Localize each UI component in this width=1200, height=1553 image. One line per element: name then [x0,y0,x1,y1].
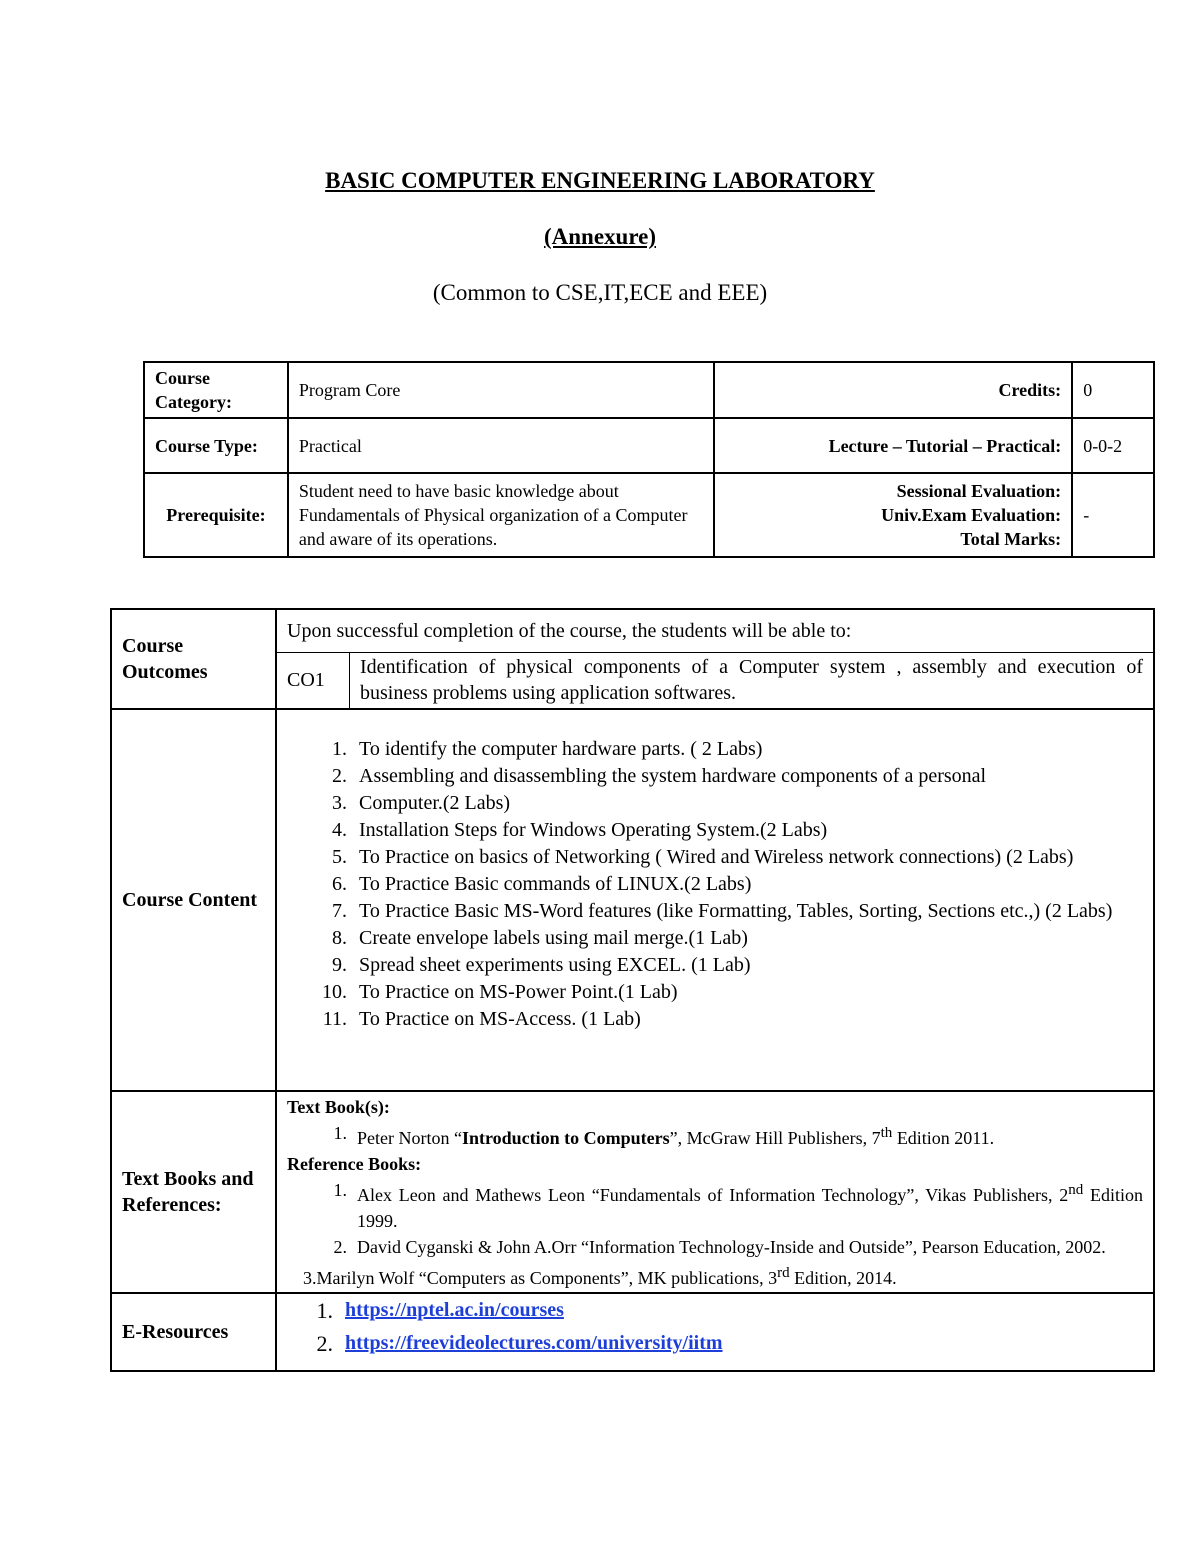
eresources-cell [276,1293,1154,1371]
content-item-number: 1. [332,738,347,760]
list-item [287,1120,1143,1151]
content-item-text: Assembling and disassembling the system hardware components of a personal [359,765,987,787]
textbook-list [287,1120,1143,1151]
course-content-cell [276,709,1154,1091]
ref1-edition: Edition 1999. [357,1185,1143,1231]
eresources-row [111,1293,1154,1371]
annexure-label: (Annexure) [543,224,656,249]
course-details-table [110,608,1155,1372]
ltp-label: Lecture – Tutorial – Practical: [714,418,1072,473]
list-item [277,925,1143,952]
course-info-table [143,361,1155,558]
content-item-number: 7. [332,900,347,922]
textbook-publisher: ”, McGraw Hill Publishers, 7 [669,1128,881,1148]
prerequisite-label: Prerequisite: [144,473,288,557]
prerequisite-value: Student need to have basic knowledge about Fundamentals of Physical organization of a Computer and aware of its operations. [288,473,715,557]
ref3-edition: Edition, 2014. [789,1268,897,1288]
ref1-num: 1. [333,1180,347,1200]
references-label: Text Books and References: [111,1091,276,1293]
course-type-label: Course Type: [144,418,288,473]
list-item [287,1177,1143,1234]
total-marks-label: Total Marks: [960,529,1062,549]
ref1-entry [357,1177,1143,1234]
eresources-list [277,1294,1143,1360]
list-item [277,1006,1143,1033]
eresource-number: 1. [316,1298,333,1323]
list-item [287,1234,1143,1260]
list-item [277,817,1143,844]
ref2-num: 2. [333,1237,347,1257]
textbook-title: Introduction to Computers [461,1128,670,1148]
content-item-number: 8. [332,927,347,949]
content-item-number: 11. [322,1008,347,1030]
content-item-text: To Practice on MS-Access. (1 Lab) [359,1008,641,1030]
list-item [277,736,1143,763]
content-item-text: Spread sheet experiments using EXCEL. (1 Lab) [359,954,751,976]
course-outcomes-label: Course Outcomes [111,609,276,709]
list-item [277,763,1143,790]
list-item [277,979,1143,1006]
list-item [277,1327,1143,1360]
references-cell [276,1091,1154,1293]
outcomes-intro: Upon successful completion of the course, the students will be able to: [277,610,1153,652]
content-item-text: Create envelope labels using mail merge.(1 Lab) [359,927,748,949]
ref1-sup: nd [1068,1182,1084,1198]
ref2-text: David Cyganski & John A.Orr “Information Technology-Inside and Outside”, Pearson Education, 2002. [357,1237,1106,1257]
eresource-link[interactable]: https://nptel.ac.in/courses [345,1299,564,1321]
list-item [277,790,1143,817]
course-category-row [144,362,1154,418]
reference-list [287,1177,1143,1260]
content-item-number: 3. [332,792,347,814]
sessional-evaluation-label: Sessional Evaluation: [896,481,1062,501]
evaluation-labels [714,473,1072,557]
textbook-heading: Text Book(s): [287,1097,390,1117]
content-item-number: 6. [332,873,347,895]
eresource-link[interactable]: https://freevideolectures.com/university/iitm [345,1332,723,1354]
content-item-number: 4. [332,819,347,841]
course-content-label: Course Content [111,709,276,1091]
list-item [277,871,1143,898]
content-item-number: 9. [332,954,347,976]
course-category-value: Program Core [288,362,715,418]
textbook-author: Peter Norton “ [357,1128,462,1148]
content-item-number: 5. [332,846,347,868]
list-item [277,952,1143,979]
ltp-value: 0-0-2 [1072,418,1154,473]
content-item-text: To Practice on MS-Power Point.(1 Lab) [359,981,678,1003]
eresource-number: 2. [316,1331,333,1356]
ref3-entry [287,1260,1143,1291]
course-type-row [144,418,1154,473]
document-title: BASIC COMPUTER ENGINEERING LABORATORY [325,168,875,193]
content-item-text: To Practice Basic MS-Word features (like Formatting, Tables, Sorting, Sections etc.,) (2 Labs) [359,900,1113,922]
course-category-label: Course Category: [144,362,288,418]
prerequisite-row [144,473,1154,557]
univ-exam-evaluation-label: Univ.Exam Evaluation: [881,505,1062,525]
list-item [277,1294,1143,1327]
list-item [277,844,1143,871]
course-content-row [111,709,1154,1091]
outcomes-inner-table [277,610,1153,708]
reference-heading: Reference Books: [287,1154,422,1174]
course-outcomes-cell [276,609,1154,709]
content-item-text: To Practice on basics of Networking ( Wired and Wireless network connections) (2 Labs) [359,846,1074,868]
content-item-text: Computer.(2 Labs) [359,792,511,814]
textbook-entry [357,1120,1143,1151]
ref3-text: 3.Marilyn Wolf “Computers as Components”, MK publications, 3 [303,1268,778,1288]
credits-label: Credits: [714,362,1072,418]
textbook-edition: Edition 2011. [892,1128,995,1148]
credits-value: 0 [1072,362,1154,418]
content-item-text: To identify the computer hardware parts. ( 2 Labs) [359,738,763,760]
textbook-sup: th [880,1125,893,1141]
co1-text: Identification of physical components of a Computer system , assembly and execution of business problems using application softwares. [350,652,1154,708]
ref3-sup: rd [777,1265,790,1281]
textbook-num: 1. [333,1123,347,1143]
course-outcomes-row [111,609,1154,709]
course-content-list [277,736,1143,1033]
list-item [277,898,1143,925]
content-item-text: To Practice Basic commands of LINUX.(2 Labs) [359,873,752,895]
course-type-value: Practical [288,418,715,473]
content-item-number: 10. [322,981,347,1003]
evaluation-value: - [1072,473,1154,557]
content-item-text: Installation Steps for Windows Operating System.(2 Labs) [359,819,828,841]
content-item-number: 2. [332,765,347,787]
co1-code: CO1 [277,652,350,708]
ref1-text: Alex Leon and Mathews Leon “Fundamentals of Information Technology”, Vikas Publishers, 2 [357,1185,1069,1205]
eresources-label: E-Resources [111,1293,276,1371]
common-departments: (Common to CSE,IT,ECE and EEE) [432,280,768,305]
references-row [111,1091,1154,1293]
